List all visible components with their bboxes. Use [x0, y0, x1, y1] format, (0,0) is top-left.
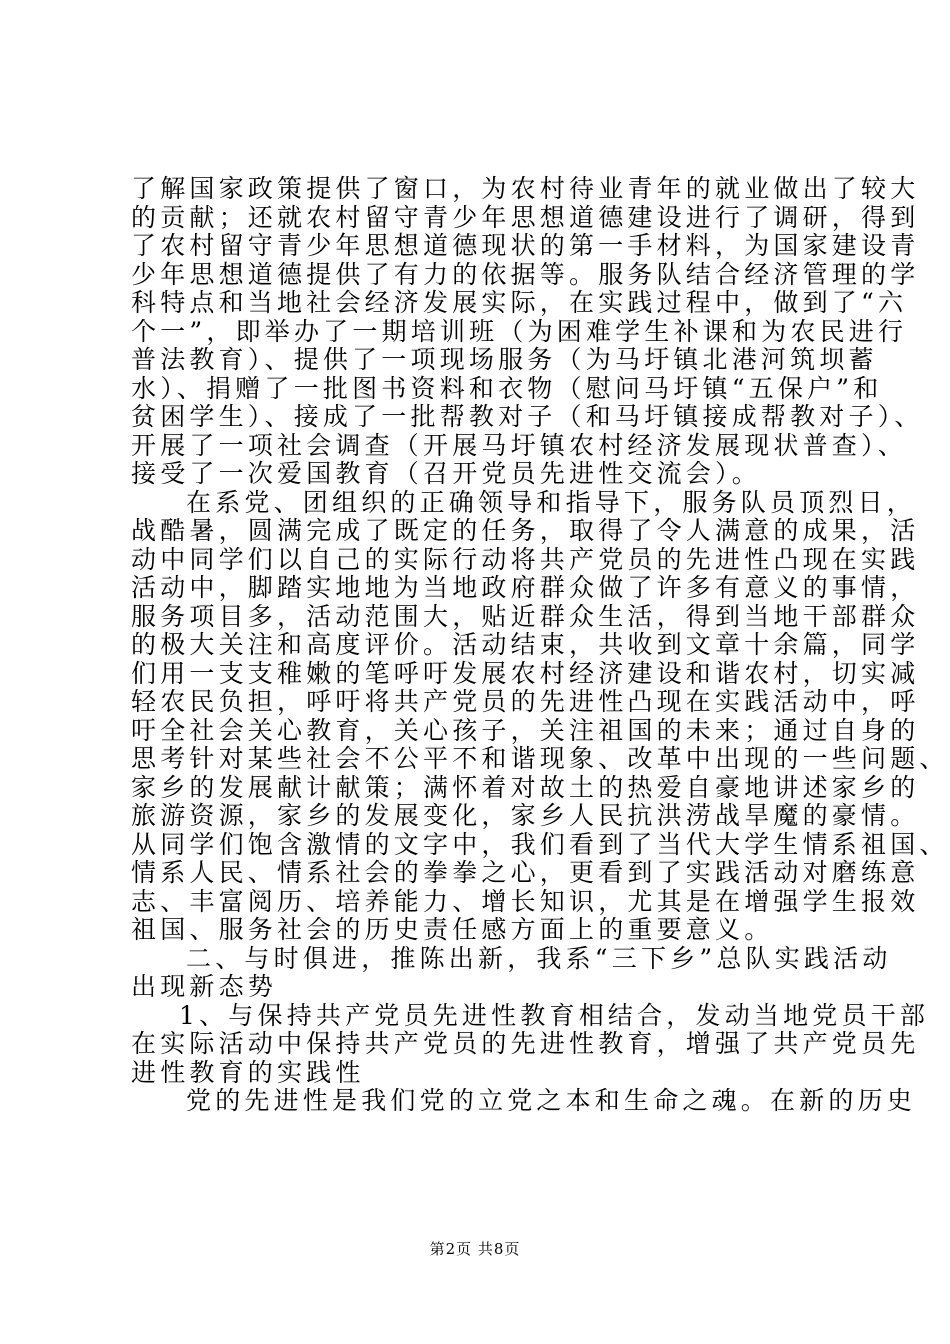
text-line: 家乡的发展献计献策；满怀着对故土的热爱自豪地讲述家乡的: [131, 772, 920, 802]
text-line: 活动中，脚踏实地地为当地政府群众做了许多有意义的事情，: [131, 573, 920, 602]
text-line: 轻农民负担，呼吁将共产党员的先进性凸现在实践活动中，呼: [131, 687, 920, 716]
page-footer: [0, 1238, 950, 1259]
text-line: 了农村留守青少年思想道德现状的第一手材料，为国家建设青: [131, 231, 920, 260]
text-line: 情系人民、情系社会的拳拳之心，更看到了实践活动对磨练意: [131, 858, 920, 887]
text-line: 的贡献；还就农村留守青少年思想道德建设进行了调研，得到: [131, 202, 920, 232]
subsection-heading: [131, 1000, 930, 1088]
text-line: 开展了一项社会调查（开展马圩镇农村经济发展现状普查）、: [131, 430, 907, 460]
text-line: 了解国家政策提供了窗口，为农村待业青年的就业做出了较大: [131, 174, 920, 203]
text-line: 少年思想道德提供了有力的依据等。服务队结合经济管理的学: [131, 259, 920, 289]
text-line: 个一”，即举办了一期培训班（为困难学生补课和为农民进行: [131, 316, 908, 346]
text-line: 动中同学们以自己的实际行动将共产党员的先进性凸现在实践: [131, 544, 920, 574]
text-line: 在系党、团组织的正确领导和指导下，服务队员顶烈日，: [186, 487, 917, 517]
text-line: 普法教育）、提供了一项现场服务（为马圩镇北港河筑坝蓄: [131, 345, 878, 374]
text-line: 旅游资源，家乡的发展变化，家乡人民抗洪涝战旱魔的豪情。: [131, 801, 920, 830]
text-line: 志、丰富阅历、培养能力、增长知识，尤其是在增强学生报效: [131, 886, 920, 916]
text-line: 战酷暑，圆满完成了既定的任务，取得了令人满意的成果，活: [131, 516, 920, 545]
text-line: 吁全社会关心教育，关心孩子，关注祖国的未来；通过自身的: [131, 715, 920, 745]
paragraph: [131, 487, 949, 945]
text-line: 1、与保持共产党员先进性教育相结合，发动当地党员干部: [179, 1000, 930, 1030]
text-line: 在实际活动中保持共产党员的先进性教育，增强了共产党员先: [131, 1029, 920, 1058]
text-line: 二、与时俱进，推陈出新，我系“三下乡”总队实践活动: [186, 943, 892, 973]
paragraph: [131, 174, 924, 489]
document-body: [131, 174, 949, 1116]
paragraph: [131, 1086, 917, 1116]
text-line: 服务项目多，活动范围大，贴近群众生活，得到当地干部群众: [131, 601, 920, 631]
text-line: 贫困学生）、接成了一批帮教对子（和马圩镇接成帮教对子）、: [131, 402, 924, 431]
text-line: 水）、捐赠了一批图书资料和衣物（慰问马圩镇“五保户”和: [131, 373, 883, 403]
text-line: 接受了一次爱国教育（召开党员先进性交流会）。: [131, 459, 761, 488]
text-line: 出现新态势: [131, 972, 278, 1001]
text-line: 进性教育的实践性: [131, 1057, 365, 1087]
text-line: 从同学们饱含激情的文字中，我们看到了当代大学生情系祖国、: [131, 829, 949, 859]
text-line: 科特点和当地社会经济发展实际，在实践过程中，做到了“六: [131, 288, 908, 317]
text-line: 祖国、服务社会的历史责任感方面上的重要意义。: [131, 915, 774, 944]
text-line: 们用一支支稚嫩的笔呼吁发展农村经济建设和谐农村，切实减: [131, 658, 920, 688]
section-heading: [131, 943, 892, 1002]
text-line: 思考针对某些社会不公平不和谐现象、改革中出现的一些问题、: [131, 744, 949, 773]
page-number: 第2页 共8页: [429, 1240, 521, 1258]
text-line: 党的先进性是我们党的立党之本和生命之魂。在新的历史: [186, 1086, 917, 1115]
text-line: 的极大关注和高度评价。活动结束，共收到文章十余篇，同学: [131, 630, 920, 659]
